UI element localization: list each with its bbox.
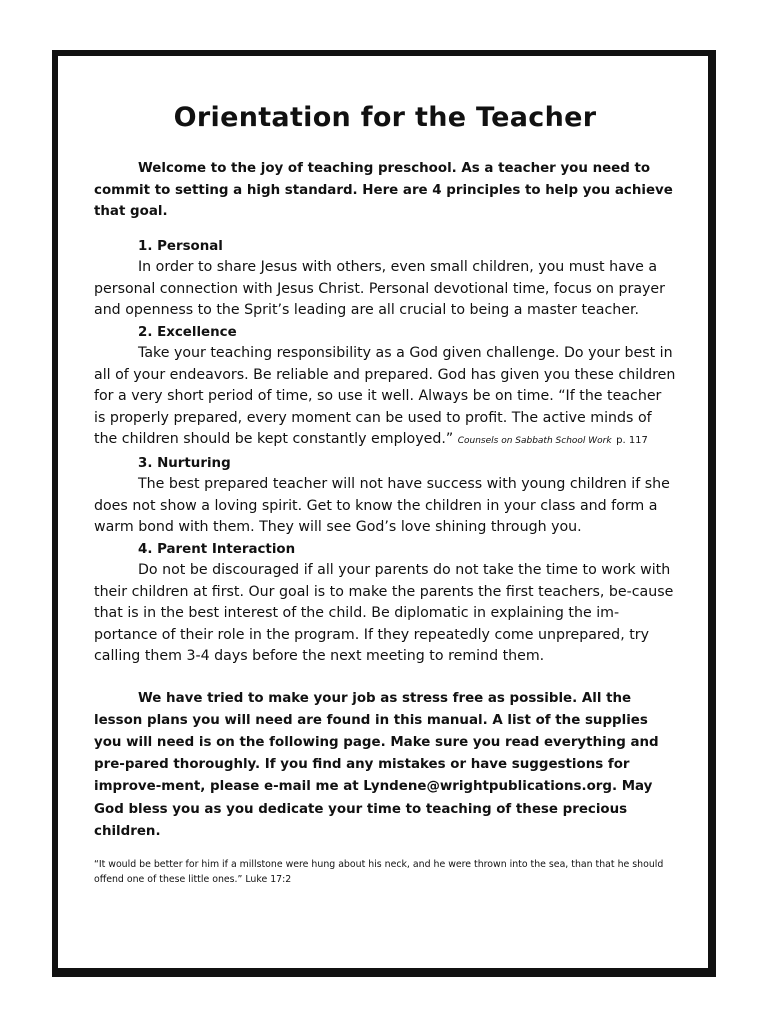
citation-source: Counsels on Sabbath School Work [457,436,612,446]
principle-text: Take your teaching responsibility as a God given challenge. Do your best in all of your endeavors. Be reliable and prepared. God has given you these children for a very short period of time, so use it well. Always be on time. “If the teacher is properly prepared, every moment can be used to profit. The active minds of the children should be kept constantly employed.” [94,345,676,447]
principle-body [94,343,676,453]
principle-text: The best prepared teacher will not have success with young children if she does not show a loving spirit. Get to know the children in your class and form a warm bond with them. They will see God’s love shining through you. [94,476,670,535]
principle-heading: 2. Excellence [138,324,237,340]
principle-parent-interaction [94,539,676,668]
citation-page: p. 117 [616,435,648,446]
principle-body [94,560,676,668]
scripture-footnote: “It would be better for him if a millstone were hung about his neck, and he were thrown into the sea, than that he should offend one of these little ones.” Luke 17:2 [94,858,664,885]
principle-excellence [94,322,676,453]
principle-body [94,257,676,322]
intro-text: Welcome to the joy of teaching preschool. As a teacher you need to commit to setting a high standard. Here are 4 principles to help you achieve that goal. [94,161,673,219]
page-title: Orientation for the Teacher [173,102,597,133]
principle-nurturing [94,453,676,539]
principle-personal [94,236,676,322]
principles-list [94,236,676,668]
principle-heading: 4. Parent Interaction [138,541,296,557]
intro-paragraph [94,158,676,223]
principle-heading: 1. Personal [138,238,223,254]
principle-text: In order to share Jesus with others, even small children, you must have a personal connection with Jesus Christ. Personal devotional time, focus on prayer and openness to the Sprit’s leading are all crucial to being a master teacher. [94,259,665,318]
closing-text: We have tried to make your job as stress free as possible. All the lesson plans you will need are found in this manual. A list of the supplies you will need is on the following page. Make sure you read everything and pre-pared thoroughly. If you find any mistakes or have suggestions for improve-ment, please e-mail me at Lyndene@wrightpublications.org. May God bless you as you dedicate your time to teaching of these precious children. [94,690,659,839]
principle-text: Do not be discouraged if all your parents do not take the time to work with their children at first. Our goal is to make the parents the first teachers, be-cause that is in the best interest of the child. Be diplomatic in explaining the im-portance of their role in the program. If they repeatedly come unprepared, try calling them 3-4 days before the next meeting to remind them. [94,562,674,664]
principle-body [94,474,676,539]
closing-paragraph [94,688,676,843]
document-content [94,98,676,887]
principle-heading: 3. Nurturing [138,455,231,471]
